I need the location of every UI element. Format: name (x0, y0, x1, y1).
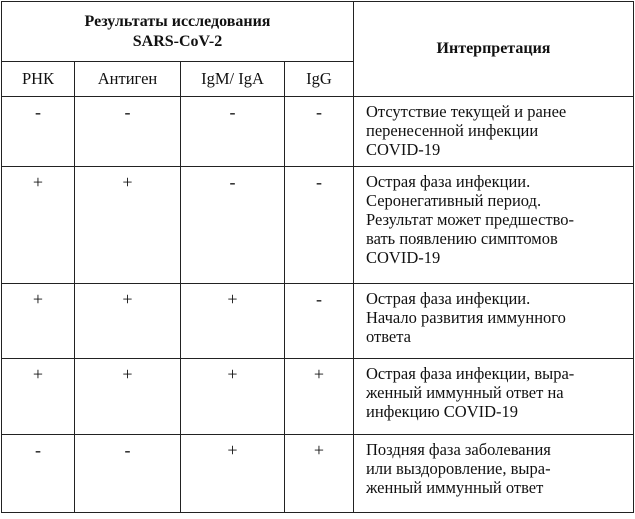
interpretation-line: вать появлению симптомов (366, 229, 558, 248)
results-header-cell (2, 2, 354, 62)
column-header-antigen: Антиген (75, 62, 181, 97)
table-row (2, 359, 634, 435)
cell-interpretation (354, 167, 634, 284)
cell-igg: - (285, 97, 354, 167)
interpretation-line: перенесенной инфекции (366, 121, 539, 140)
interpretation-title: Интерпретация (436, 40, 551, 57)
table-row (2, 167, 634, 284)
cell-rna: - (2, 435, 75, 513)
interpretation-line: Результат может предшество- (366, 210, 575, 229)
cell-antigen: - (75, 97, 181, 167)
table-row (2, 435, 634, 513)
interpretation-line: женный иммунный ответ на (366, 383, 564, 402)
cell-igm-iga: - (181, 167, 285, 284)
cell-interpretation (354, 435, 634, 513)
interpretation-line: COVID-19 (366, 140, 441, 159)
cell-igm-iga: + (181, 435, 285, 513)
column-header-rna: РНК (2, 62, 75, 97)
cell-igm-iga: + (181, 284, 285, 359)
cell-interpretation (354, 359, 634, 435)
cell-antigen: + (75, 284, 181, 359)
interpretation-line: Поздняя фаза заболевания (366, 440, 551, 459)
interpretation-line: Острая фаза инфекции, выра- (366, 364, 575, 383)
column-header-igm-iga: IgM/ IgA (181, 62, 285, 97)
interpretation-line: Отсутствие текущей и ранее (366, 102, 567, 121)
interpretation-line: ответа (366, 327, 411, 346)
results-title-line2: SARS-CoV-2 (132, 32, 223, 50)
interpretation-line: женный иммунный ответ (366, 478, 544, 497)
interpretation-line: Острая фаза инфекции. (366, 172, 531, 191)
interpretation-line: Начало развития иммунного (366, 308, 566, 327)
covid-results-table (1, 1, 634, 513)
header-row (2, 2, 634, 62)
cell-interpretation (354, 284, 634, 359)
cell-igg: + (285, 435, 354, 513)
cell-antigen: + (75, 359, 181, 435)
interpretation-line: COVID-19 (366, 248, 441, 267)
cell-rna: + (2, 167, 75, 284)
interpretation-line: Серонегативный период. (366, 191, 542, 210)
interpretation-line: Острая фаза инфекции. (366, 289, 531, 308)
results-table-wrapper (1, 1, 634, 513)
cell-igm-iga: - (181, 97, 285, 167)
cell-igg: - (285, 167, 354, 284)
interpretation-line: или выздоровление, выра- (366, 459, 551, 478)
cell-rna: + (2, 359, 75, 435)
interpretation-line: инфекцию COVID-19 (366, 402, 519, 421)
cell-interpretation (354, 97, 634, 167)
cell-igg: + (285, 359, 354, 435)
cell-antigen: - (75, 435, 181, 513)
cell-igm-iga: + (181, 359, 285, 435)
cell-rna: + (2, 284, 75, 359)
table-row (2, 284, 634, 359)
table-row (2, 97, 634, 167)
results-title-line1: Результаты исследования (84, 12, 271, 30)
cell-antigen: + (75, 167, 181, 284)
column-header-igg: IgG (285, 62, 354, 97)
interpretation-header-cell (354, 2, 634, 97)
cell-igg: - (285, 284, 354, 359)
cell-rna: - (2, 97, 75, 167)
